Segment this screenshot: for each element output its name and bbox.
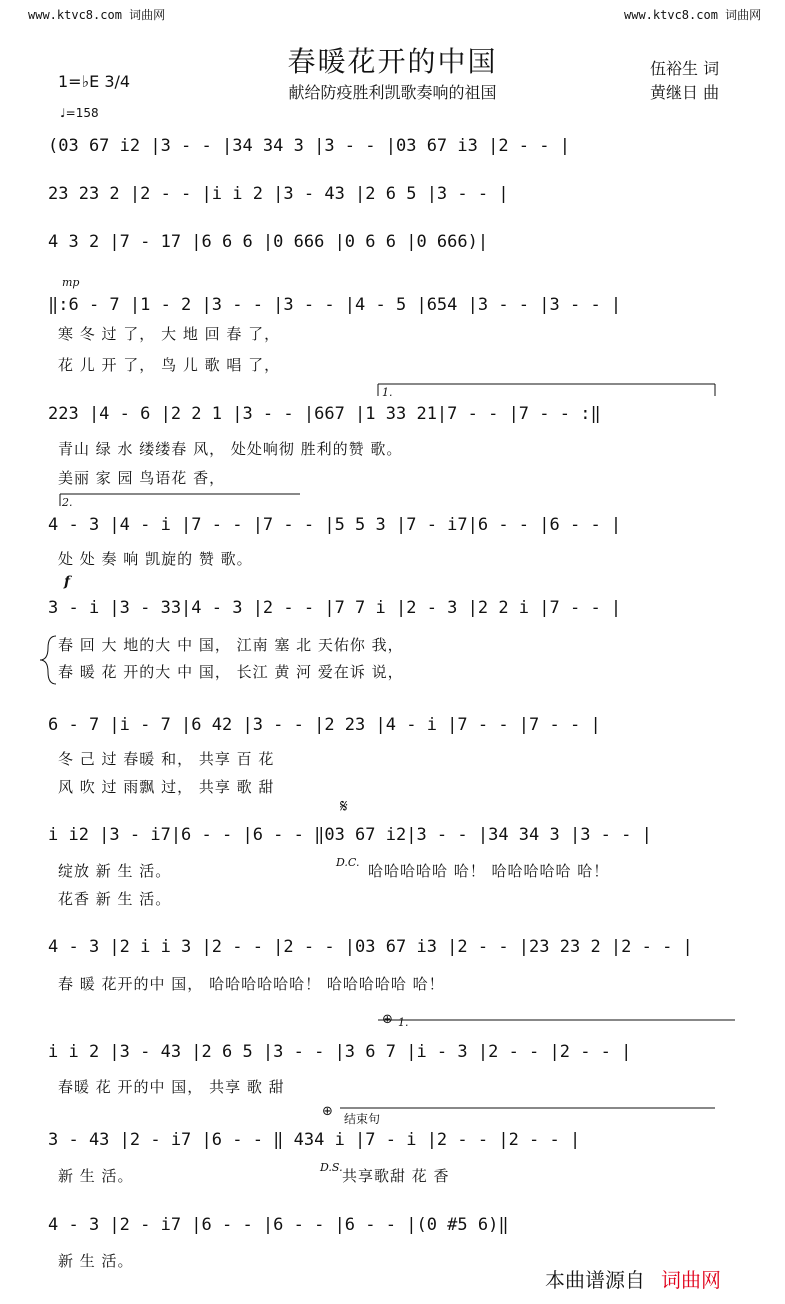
staff-line: i i 2 |3 - 43 |2 6 5 |3 - - |3 6 7 |i - 3 |2 - - |2 - - | [48,1042,632,1062]
staff-line: 3 - i |3 - 33|4 - 3 |2 - - |7 7 i |2 - 3 |2 2 i |7 - - | [48,598,622,618]
staff-line: 23 23 2 |2 - - |i i 2 |3 - 43 |2 6 5 |3 - - | [48,184,509,204]
lyric-line: 新 生 活。 [58,1167,134,1185]
staff-line: 4 3 2 |7 - 17 |6 6 6 |0 666 |0 6 6 |0 666)| [48,232,489,252]
lyricist-credit: 伍裕生 词 [650,59,720,78]
staff-line: 4 - 3 |2 i i 3 |2 - - |2 - - |03 67 i3 |2 - - |23 23 2 |2 - - | [48,937,693,957]
staff-line: 6 - 7 |i - 7 |6 42 |3 - - |2 23 |4 - i |7 - - |7 - - | [48,715,601,735]
lyric-line: 风 吹 过 雨飘 过， 共享 歌 甜 [58,778,275,796]
staff-line: ‖:6 - 7 |1 - 2 |3 - - |3 - - |4 - 5 |654 |3 - - |3 - - | [48,295,622,315]
staff-line: 3 - 43 |2 - i7 |6 - - ‖ 434 i |7 - i |2 - - |2 - - | [48,1130,581,1150]
footer-source-text: 本曲谱源自 [545,1268,645,1292]
volta-1: 1. [382,386,393,399]
ending-label: 结束句 [344,1112,381,1126]
footer-logo [545,1264,721,1293]
lyric-line: 处 处 奏 响 凯旋的 赞 歌。 [58,550,253,568]
ds-lyric: 共享歌甜 花 香 [342,1167,450,1185]
staff-line: 223 |4 - 6 |2 2 1 |3 - - |667 |1 33 21|7 - - |7 - - :‖ [48,404,601,424]
song-title: 春暖花开的中国 [287,45,498,78]
tempo-marking: ♩=158 [60,106,99,120]
lyric-line: 冬 己 过 春暖 和， 共享 百 花 [58,750,275,768]
lyric-line: 花香 新 生 活。 [58,890,172,908]
staff-line: (03 67 i2 |3 - - |34 34 3 |3 - - |03 67 i3 |2 - - | [48,136,570,156]
volta-1-coda: 1. [398,1016,409,1029]
coda-mark-2: ⊕ [322,1104,333,1119]
lyric-line: 美丽 家 园 鸟语花 香， [58,469,226,487]
lyric-line: 新 生 活。 [58,1252,134,1270]
site-watermark-right: www.ktvc8.com 词曲网 [624,8,762,22]
dynamic-mp: mp [62,276,80,289]
lyric-line: 春 暖 花 开的大 中 国， 长江 黄 河 爱在诉 说， [58,663,404,681]
segno-mark: 𝄋 [340,796,348,817]
composer-credit: 黄继日 曲 [650,83,720,102]
key-signature: 1=♭E 3/4 [58,72,131,91]
song-subtitle: 献给防疫胜利凯歌奏响的祖国 [288,83,497,102]
dynamic-f: f [64,574,71,590]
footer-brand: 词曲网 [661,1268,721,1292]
lyric-line: 春 回 大 地的大 中 国， 江南 塞 北 天佑你 我， [58,636,404,654]
site-watermark-left: www.ktvc8.com 词曲网 [28,8,166,22]
dc-lyric: 哈哈哈哈哈 哈！ 哈哈哈哈哈 哈！ [368,862,610,880]
coda-mark-1: ⊕ [382,1012,393,1027]
lyric-line: 花 儿 开 了， 鸟 儿 歌 唱 了， [58,356,281,374]
lyric-line: 寒 冬 过 了， 大 地 回 春 了， [58,325,281,343]
volta-2: 2. [62,496,73,509]
staff-line: i i2 |3 - i7|6 - - |6 - - ‖03 67 i2|3 - - |34 34 3 |3 - - | [48,825,652,845]
ds-mark: D.S. [320,1161,343,1174]
staff-line: 4 - 3 |4 - i |7 - - |7 - - |5 5 3 |7 - i7|6 - - |6 - - | [48,515,622,535]
staff-line: 4 - 3 |2 - i7 |6 - - |6 - - |6 - - |(0 #5 6)‖ [48,1215,509,1235]
lyric-line: 春 暖 花开的中 国， 哈哈哈哈哈哈！ 哈哈哈哈哈 哈！ [58,975,445,993]
lyric-line: 春暖 花 开的中 国， 共享 歌 甜 [58,1078,285,1096]
lyric-line: 绽放 新 生 活。 [58,862,172,880]
lyric-line: 青山 绿 水 缕缕春 风， 处处响彻 胜利的赞 歌。 [58,440,403,458]
dc-mark: D.C. [336,856,360,869]
